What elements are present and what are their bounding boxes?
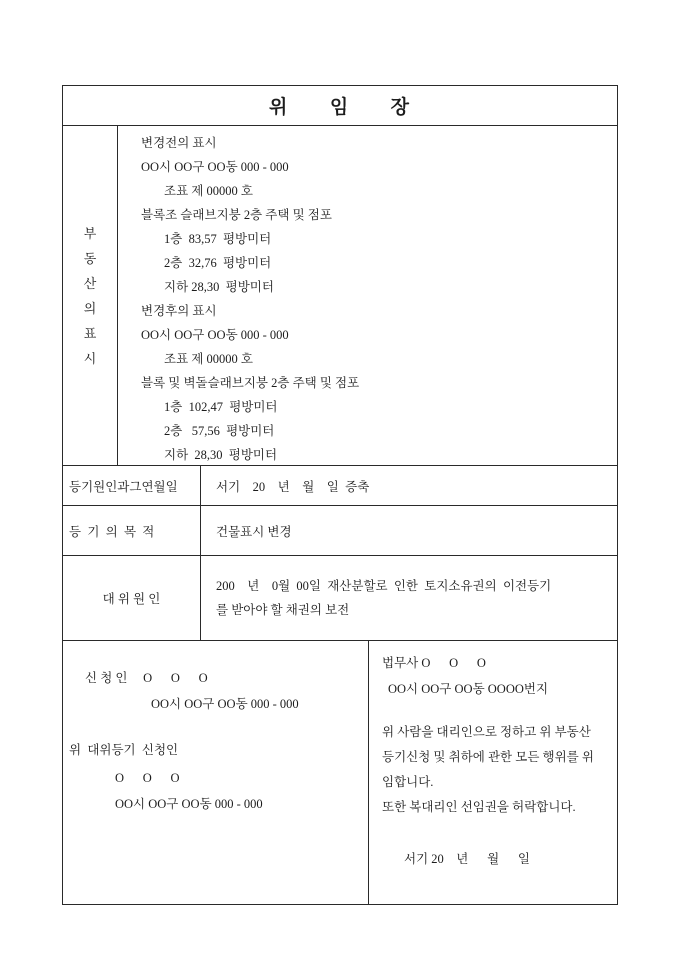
registration-purpose-label: 등 기 의 목 적 bbox=[63, 506, 201, 555]
property-line: 변경후의 표시 bbox=[141, 304, 217, 318]
applicant-address: OO시 OO구 OO동 000 - 000 bbox=[151, 697, 299, 711]
property-description-content bbox=[118, 126, 617, 465]
property-line: 2층 57,56 평방미터 bbox=[164, 424, 275, 438]
subrogee-title: 위 대위등기 신청인 bbox=[69, 743, 179, 757]
property-line: OO시 OO구 OO동 000 - 000 bbox=[141, 160, 289, 174]
applicant-name-line: 신 청 인 O O O bbox=[85, 671, 208, 685]
side-label-char: 부 bbox=[83, 225, 97, 241]
property-line: 변경전의 표시 bbox=[141, 136, 217, 150]
subrogation-cause-line2: 를 받아야 할 채권의 보전 bbox=[216, 603, 350, 617]
property-line: 1층 102,47 평방미터 bbox=[164, 400, 278, 414]
property-line: 지하 28,30 평방미터 bbox=[164, 448, 278, 462]
property-line: 지하 28,30 평방미터 bbox=[164, 280, 274, 294]
property-line: 1층 83,57 평방미터 bbox=[164, 232, 272, 246]
property-line: 블록조 슬래브지붕 2층 주택 및 점포 bbox=[141, 208, 332, 222]
registration-cause-row bbox=[63, 466, 617, 506]
side-label-char: 동 bbox=[83, 250, 97, 266]
applicants-cell bbox=[63, 641, 369, 904]
registration-cause-value: 서기 20 년 월 일 증축 bbox=[216, 479, 370, 494]
side-label-char: 산 bbox=[83, 275, 97, 291]
delegation-statement: 위 사람을 대리인으로 정하고 위 부동산 등기신청 및 취하에 관한 모든 행위를 위임합니다. bbox=[382, 725, 594, 789]
subrogation-cause-row bbox=[63, 556, 617, 641]
side-label-char: 표 bbox=[83, 325, 97, 341]
property-line: 블록 및 벽돌슬래브지붕 2층 주택 및 점포 bbox=[141, 376, 360, 390]
property-line: OO시 OO구 OO동 000 - 000 bbox=[141, 328, 289, 342]
side-label-char: 의 bbox=[83, 300, 97, 316]
document-title: 위 임 장 bbox=[63, 86, 617, 126]
attorney-cell bbox=[369, 641, 617, 904]
subrogation-cause-line1: 200 년 0월 00일 재산분할로 인한 토지소유권의 이전등기 bbox=[216, 579, 552, 593]
sub-delegation-statement: 또한 복대리인 선임권을 허락합니다. bbox=[382, 800, 576, 814]
registration-cause-label: 등기원인과그연월일 bbox=[63, 466, 201, 505]
registration-purpose-value: 건물표시 변경 bbox=[216, 524, 292, 539]
subrogation-cause-value bbox=[201, 556, 617, 640]
property-side-label bbox=[63, 126, 118, 465]
date-line: 서기 20 년 월 일 bbox=[404, 852, 531, 866]
subrogee-address: OO시 OO구 OO동 000 - 000 bbox=[115, 797, 263, 811]
property-description-section bbox=[63, 126, 617, 466]
property-line: 2층 32,76 평방미터 bbox=[164, 256, 272, 270]
subrogee-name: O O O bbox=[115, 771, 180, 785]
power-of-attorney-document bbox=[62, 85, 618, 905]
registration-purpose-row bbox=[63, 506, 617, 556]
side-label-char: 시 bbox=[83, 350, 97, 366]
attorney-name-line: 법무사 O O O bbox=[382, 656, 486, 670]
signature-section bbox=[63, 641, 617, 904]
attorney-address: OO시 OO구 OO동 OOOO번지 bbox=[388, 682, 549, 696]
subrogation-cause-label: 대 위 원 인 bbox=[63, 556, 201, 640]
property-line: 조표 제 00000 호 bbox=[164, 184, 253, 198]
property-line: 조표 제 00000 호 bbox=[164, 352, 253, 366]
